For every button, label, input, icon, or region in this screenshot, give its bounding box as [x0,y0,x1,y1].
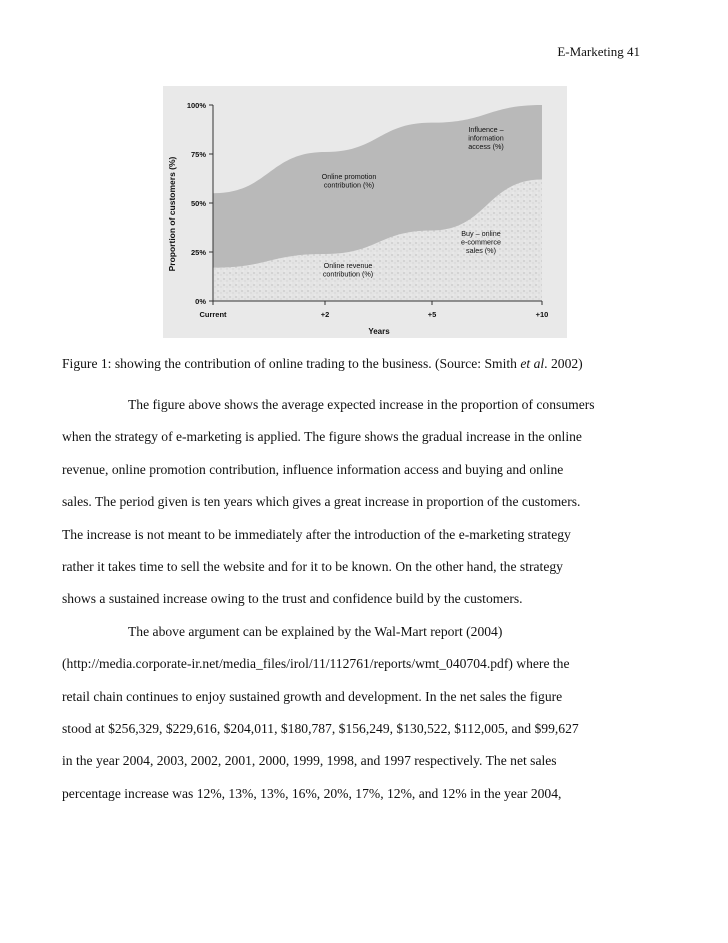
y-tick-label: 25% [190,248,206,257]
annotation-line: Online promotion [321,172,377,181]
text-line: percentage increase was 12%, 13%, 13%, 16%, 20%, 17%, 12%, and 12% in the year 2004, [62,785,562,801]
x-tick-label: +2 [320,310,330,319]
text-line: shows a sustained increase owing to the trust and confidence build by the customers. [62,591,523,607]
running-head: E-Marketing 41 [557,44,640,59]
figure-caption: Figure 1: showing the contribution of online trading to the business. (Source: Smith et al. 2002) [62,356,583,371]
text-line: stood at $256,329, $229,616, $204,011, $180,787, $156,249, $130,522, $112,005, and $99,627 [62,721,579,737]
body-text [62,389,662,810]
annotation-line: Buy – online [461,229,501,238]
text-line: The above argument can be explained by the Wal-Mart report (2004) [128,623,503,639]
area-chart [163,86,567,338]
annotation-line: sales (%) [466,246,496,255]
annotation-line: contribution (%) [322,269,374,279]
x-axis-label: Years [368,327,390,336]
text-line: retail chain continues to enjoy sustained growth and development. In the net sales the figure [62,688,563,704]
text-line: when the strategy of e-marketing is applied. The figure shows the gradual increase in the online [62,429,582,445]
y-tick-label: 75% [190,150,206,159]
text-line: revenue, online promotion contribution, influence information access and buying and online [62,461,564,477]
annotation-line: contribution (%) [323,180,375,190]
x-tick-label: +10 [535,310,549,319]
annotation-line: information [468,133,504,143]
y-tick-label: 50% [190,199,206,208]
text-line: The figure above shows the average expected increase in the proportion of consumers [128,397,595,412]
annotation-line: e-commerce [461,237,501,247]
paragraph-2 [62,616,662,810]
y-tick-label: 0% [195,297,206,306]
figure-chart [163,86,567,338]
paragraph-1 [62,389,662,616]
y-axis-label: Proportion of customers (%) [167,156,177,272]
revenue-annotation [323,261,373,279]
text-line: sales. The period given is ten years which gives a great increase in proportion of the customers. [62,494,581,510]
x-tick-label: Current [199,310,227,319]
text-line: The increase is not meant to be immediately after the introduction of the e-marketing strategy [62,526,571,542]
influence-annotation [468,125,504,151]
annotation-line: Influence – [468,125,504,134]
buy-annotation [461,229,501,255]
text-line: (http://media.corporate-ir.net/media_files/irol/11/112761/reports/wmt_040704.pdf) where the [62,656,570,672]
annotation-line: access (%) [468,142,504,151]
y-tick-label: 100% [186,101,206,110]
x-tick-label: +5 [427,310,437,319]
promotion-annotation [322,172,377,190]
text-line: in the year 2004, 2003, 2002, 2001, 2000, 1999, 1998, and 1997 respectively. The net sales [62,753,557,769]
text-line: rather it takes time to sell the website and for it to be known. On the other hand, the strategy [62,559,563,575]
annotation-line: Online revenue [323,261,373,270]
